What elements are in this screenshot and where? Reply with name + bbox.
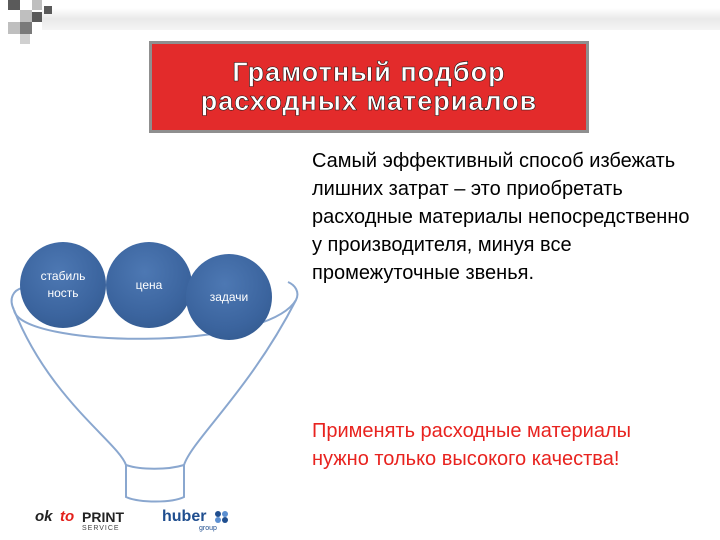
circle-label-line: стабиль: [40, 269, 86, 283]
decor-square: [20, 10, 32, 22]
circle-label-line: ность: [47, 286, 79, 300]
oktoprint-logo: [35, 508, 123, 536]
logo-print-text: PRINT: [82, 509, 124, 525]
decor-square: [44, 6, 52, 14]
title-banner: [149, 41, 589, 133]
slide-title: Грамотный подбор расходных материалов: [200, 57, 538, 116]
highlight-paragraph: Применять расходные материалы нужно только высокого качества!: [312, 420, 631, 470]
circle-price: [106, 242, 192, 328]
decor-square: [32, 0, 42, 10]
logo-ok-text: ok: [35, 508, 53, 525]
circle-label-line: цена: [135, 277, 163, 292]
funnel-left-side: [14, 310, 126, 465]
huber-dots-icon: [214, 510, 230, 524]
huber-logo: [162, 508, 232, 536]
decor-square: [32, 12, 42, 22]
funnel-spout: [126, 465, 184, 502]
funnel-rim-right: [288, 282, 297, 300]
decor-square: [8, 22, 20, 34]
decor-square: [20, 22, 32, 34]
circle-label-line: задачи: [209, 289, 249, 304]
logo-service-text: SERVICE: [82, 525, 120, 532]
circle-stability: [20, 242, 106, 328]
decor-square: [8, 0, 20, 10]
decor-square: [20, 34, 30, 44]
logo-group-text: group: [199, 525, 217, 532]
header-gradient-bar: [42, 8, 720, 30]
main-paragraph: Самый эффективный способ избежать лишних затрат – это приобретать расходные материалы непосредственно у производителя, минуя все промежуточные звенья.: [312, 150, 690, 284]
logo-to-text: to: [60, 508, 75, 525]
circle-tasks: [186, 254, 272, 340]
logo-huber-text: huber: [162, 508, 207, 525]
